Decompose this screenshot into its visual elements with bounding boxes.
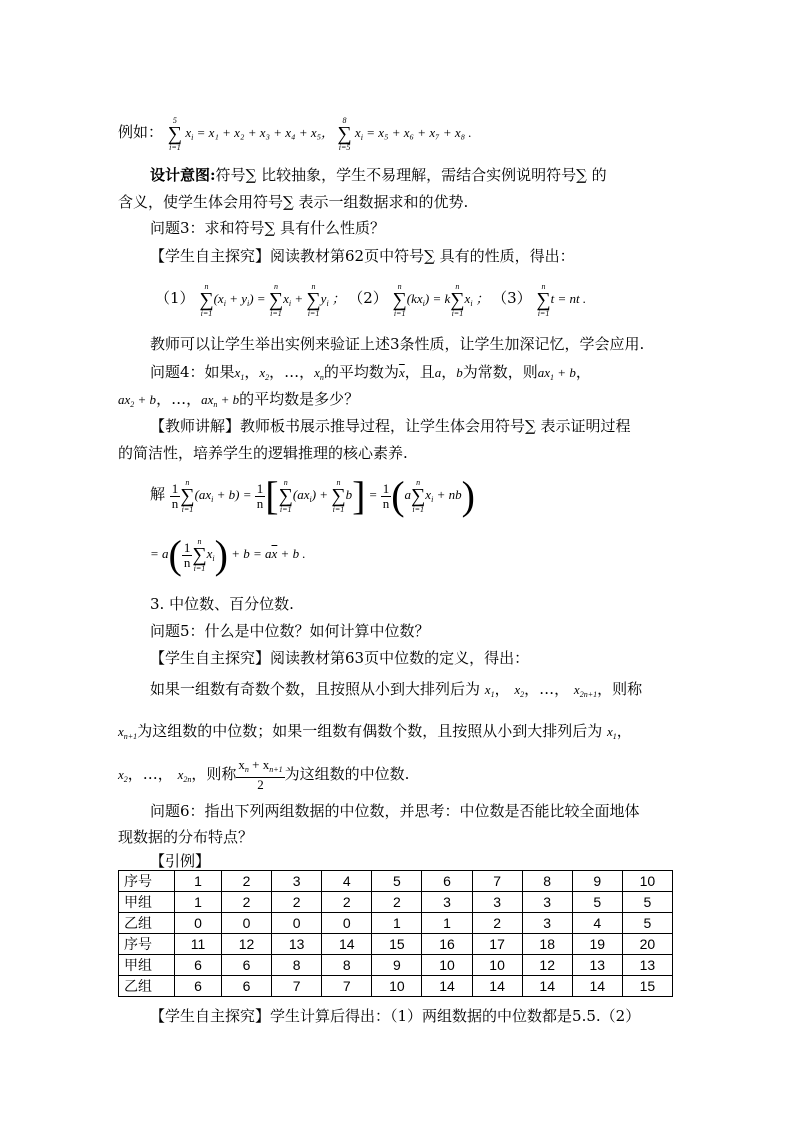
solution-label: 解 — [150, 485, 166, 503]
table-cell: 6 — [221, 955, 271, 976]
table-cell: 1 — [372, 913, 422, 934]
sigma-icon: n ∑ i=1 — [306, 282, 321, 319]
final-explore-line: 【学生自主探究】学生计算后得出：（1）两组数据的中位数都是5.5.（2） — [150, 1007, 641, 1025]
question-6-line2: 现数据的分布特点？ — [118, 828, 254, 846]
table-row — [119, 913, 673, 934]
sigma-icon: n ∑ i=1 — [392, 282, 407, 319]
median-def-line3: $x_2$，…， $x_{2n}$，则称 $\frac{x_n + x_{n+1}}{2}$ 为这组数的中位数. — [118, 757, 410, 792]
table-cell: 1 — [422, 913, 472, 934]
teacher-line: 教师可以让学生举出实例来验证上述3条性质，让学生加深记忆，学会应用. — [150, 335, 645, 353]
table-cell: 10 — [422, 955, 472, 976]
design-intent-line1: 设计意图:符号∑ 比较抽象，学生不易理解，需结合实例说明符号∑ 的 — [150, 166, 607, 184]
table-cell: 9 — [372, 955, 422, 976]
sigma-icon: ∑ — [424, 247, 435, 265]
table-row — [119, 892, 673, 913]
table-cell: 2 — [221, 871, 271, 892]
table-cell: 12 — [522, 955, 572, 976]
table-cell: 6 — [422, 871, 472, 892]
question-6-line1: 问题6：指出下列两组数据的中位数，并思考：中位数是否能比较全面地体 — [150, 802, 640, 820]
table-cell: 0 — [322, 913, 372, 934]
question-3: 问题3：求和符号∑ 具有什么性质？ — [150, 219, 386, 237]
table-cell: 0 — [272, 913, 322, 934]
example-label: 【引例】 — [150, 852, 211, 870]
table-cell: 12 — [221, 934, 271, 955]
table-cell: 0 — [221, 913, 271, 934]
row-header-cell: 序号 — [119, 934, 175, 955]
table-cell: 2 — [322, 892, 372, 913]
row-header-cell: 乙组 — [119, 913, 175, 934]
sum-properties: （1） n ∑ i=1 $(x_i + y_i)$ = n ∑ i=1 $x_i$ + n ∑ i=1 $y_i$ ； （2） n ∑ i=1 $(kx_i) = k$ n ∑ i=1 $x_i$ ； （3） n ∑ i=1 t = nt . — [155, 282, 587, 319]
question-5: 问题5：什么是中位数？如何计算中位数？ — [150, 622, 430, 640]
table-cell: 10 — [622, 871, 672, 892]
table-cell: 13 — [272, 934, 322, 955]
sigma-icon: n ∑ i=1 — [199, 282, 214, 319]
sigma-icon: n ∑ i=1 — [278, 478, 293, 515]
table-cell: 16 — [422, 934, 472, 955]
table-row — [119, 871, 673, 892]
example-sum2-rhs: = x₅ + x₆ + x₇ + x₈ . — [366, 125, 472, 140]
median-def-line1: 如果一组数有奇数个数，且按照从小到大排列后为 $x_1$， $x_2$，…， $x_{2n+1}$，则称 — [150, 680, 643, 699]
table-cell: 5 — [622, 913, 672, 934]
sigma-icon: ∑ — [525, 417, 536, 435]
question-4-line2: $ax_2 + b$，…，$ax_n + b$的平均数是多少？ — [118, 390, 360, 409]
derivation-line2: = a( $\frac{1}{n}$ n ∑ i=1 $x_i) + b = a\overline{x} + b$ . — [150, 532, 306, 578]
table-cell: 15 — [622, 976, 672, 997]
sigma-icon: n ∑ i=1 — [450, 282, 465, 319]
sigma-icon: 8 ∑ i=5 — [337, 116, 352, 153]
example-line: 例如： 5 ∑ i=1 $x_i = x_1 + x_2 + x_3 + x_4 + x_5$， 8 ∑ i=5 $x_i = x_5 + x_6 + x_7 + x_8$ . — [118, 116, 472, 153]
table-cell: 6 — [221, 976, 271, 997]
table-cell: 1 — [175, 892, 222, 913]
sigma-icon: n ∑ i=1 — [180, 478, 195, 515]
sigma-icon: 5 ∑ i=1 — [167, 116, 183, 153]
table-cell: 3 — [472, 892, 522, 913]
table-cell: 11 — [175, 934, 222, 955]
table-cell: 14 — [522, 976, 572, 997]
sigma-icon: ∑ — [576, 166, 587, 184]
teacher-explain-line1: 【教师讲解】教师板书展示推导过程，让学生体会用符号∑ 表示证明过程 — [150, 417, 631, 435]
sigma-icon: ∑ — [245, 166, 257, 184]
table-cell: 9 — [572, 871, 622, 892]
table-cell: 3 — [272, 871, 322, 892]
table-cell: 4 — [322, 871, 372, 892]
table-cell: 2 — [272, 892, 322, 913]
row-header-cell: 序号 — [119, 871, 175, 892]
design-intent-label: 设计意图: — [150, 166, 216, 184]
table-row — [119, 934, 673, 955]
table-row — [119, 976, 673, 997]
sigma-icon: n ∑ i=1 — [536, 282, 551, 319]
table-cell: 0 — [175, 913, 222, 934]
table-cell: 1 — [175, 871, 222, 892]
table-cell: 5 — [622, 892, 672, 913]
table-cell: 7 — [472, 871, 522, 892]
table-cell: 19 — [572, 934, 622, 955]
table-cell: 3 — [522, 892, 572, 913]
section-3-title: 3. 中位数、百分位数. — [150, 595, 294, 613]
table-cell: 10 — [372, 976, 422, 997]
table-cell: 2 — [221, 892, 271, 913]
table-cell: 5 — [372, 871, 422, 892]
median-example-table — [118, 870, 673, 997]
median-def-line2: $x_{n+1}$为这组数的中位数；如果一组数有偶数个数，且按照从小到大排列后为 $x_1$， — [118, 722, 632, 741]
table-cell: 14 — [422, 976, 472, 997]
row-header-cell: 甲组 — [119, 955, 175, 976]
sigma-icon: ∑ — [283, 193, 294, 211]
table-cell: 4 — [572, 913, 622, 934]
q5-explore: 【学生自主探究】阅读教材第63页中位数的定义，得出： — [150, 649, 530, 667]
design-intent-line2: 含义，使学生体会用符号∑ 表示一组数据求和的优势. — [118, 193, 469, 211]
table-cell: 13 — [622, 955, 672, 976]
table-cell: 10 — [472, 955, 522, 976]
sigma-icon: ∑ — [264, 219, 276, 237]
table-cell: 8 — [522, 871, 572, 892]
table-cell: 13 — [572, 955, 622, 976]
table-cell: 15 — [372, 934, 422, 955]
table-cell: 6 — [175, 976, 222, 997]
table-cell: 5 — [572, 892, 622, 913]
table-cell: 2 — [372, 892, 422, 913]
example-label: 例如： — [118, 123, 164, 141]
sigma-icon: n ∑ i=1 — [268, 282, 284, 319]
table-cell: 8 — [322, 955, 372, 976]
table-cell: 14 — [572, 976, 622, 997]
sigma-icon: n ∑ i=1 — [192, 537, 207, 574]
table-cell: 18 — [522, 934, 572, 955]
table-cell: 6 — [175, 955, 222, 976]
row-header-cell: 甲组 — [119, 892, 175, 913]
question-4-line1: 问题4：如果$x_1$，$x_2$，…，$x_n$的平均数为$\overline{x}$，且a，b为常数，则$ax_1 + b$， — [150, 363, 591, 382]
row-header-cell: 乙组 — [119, 976, 175, 997]
sigma-icon: n ∑ i=1 — [411, 478, 426, 515]
derivation-line1: 解 $\frac{1}{n}$ n ∑ i=1 $(ax_i + b)$ = $\frac{1}{n}$ [ n ∑ i=1 $(ax_i)$ + n ∑ i=1 b] = $\frac{1}{n}$ (a n ∑ i=1 $x_i + nb$) — [150, 473, 475, 519]
table-cell: 7 — [272, 976, 322, 997]
table-cell: 14 — [472, 976, 522, 997]
table-cell: 20 — [622, 934, 672, 955]
table-cell: 7 — [322, 976, 372, 997]
teacher-explain-line2: 的简洁性，培养学生的逻辑推理的核心素养. — [118, 444, 408, 462]
table-cell: 14 — [322, 934, 372, 955]
table-cell: 3 — [422, 892, 472, 913]
sigma-icon: n ∑ i=1 — [331, 478, 346, 515]
table-cell: 2 — [472, 913, 522, 934]
table-cell: 8 — [272, 955, 322, 976]
table-row — [119, 955, 673, 976]
table-cell: 3 — [522, 913, 572, 934]
table-cell: 17 — [472, 934, 522, 955]
example-sum1-rhs: = x₁ + x₂ + x₃ + x₄ + x₅ — [196, 125, 322, 140]
q3-explore: 【学生自主探究】阅读教材第62页中符号∑ 具有的性质，得出： — [150, 247, 575, 265]
